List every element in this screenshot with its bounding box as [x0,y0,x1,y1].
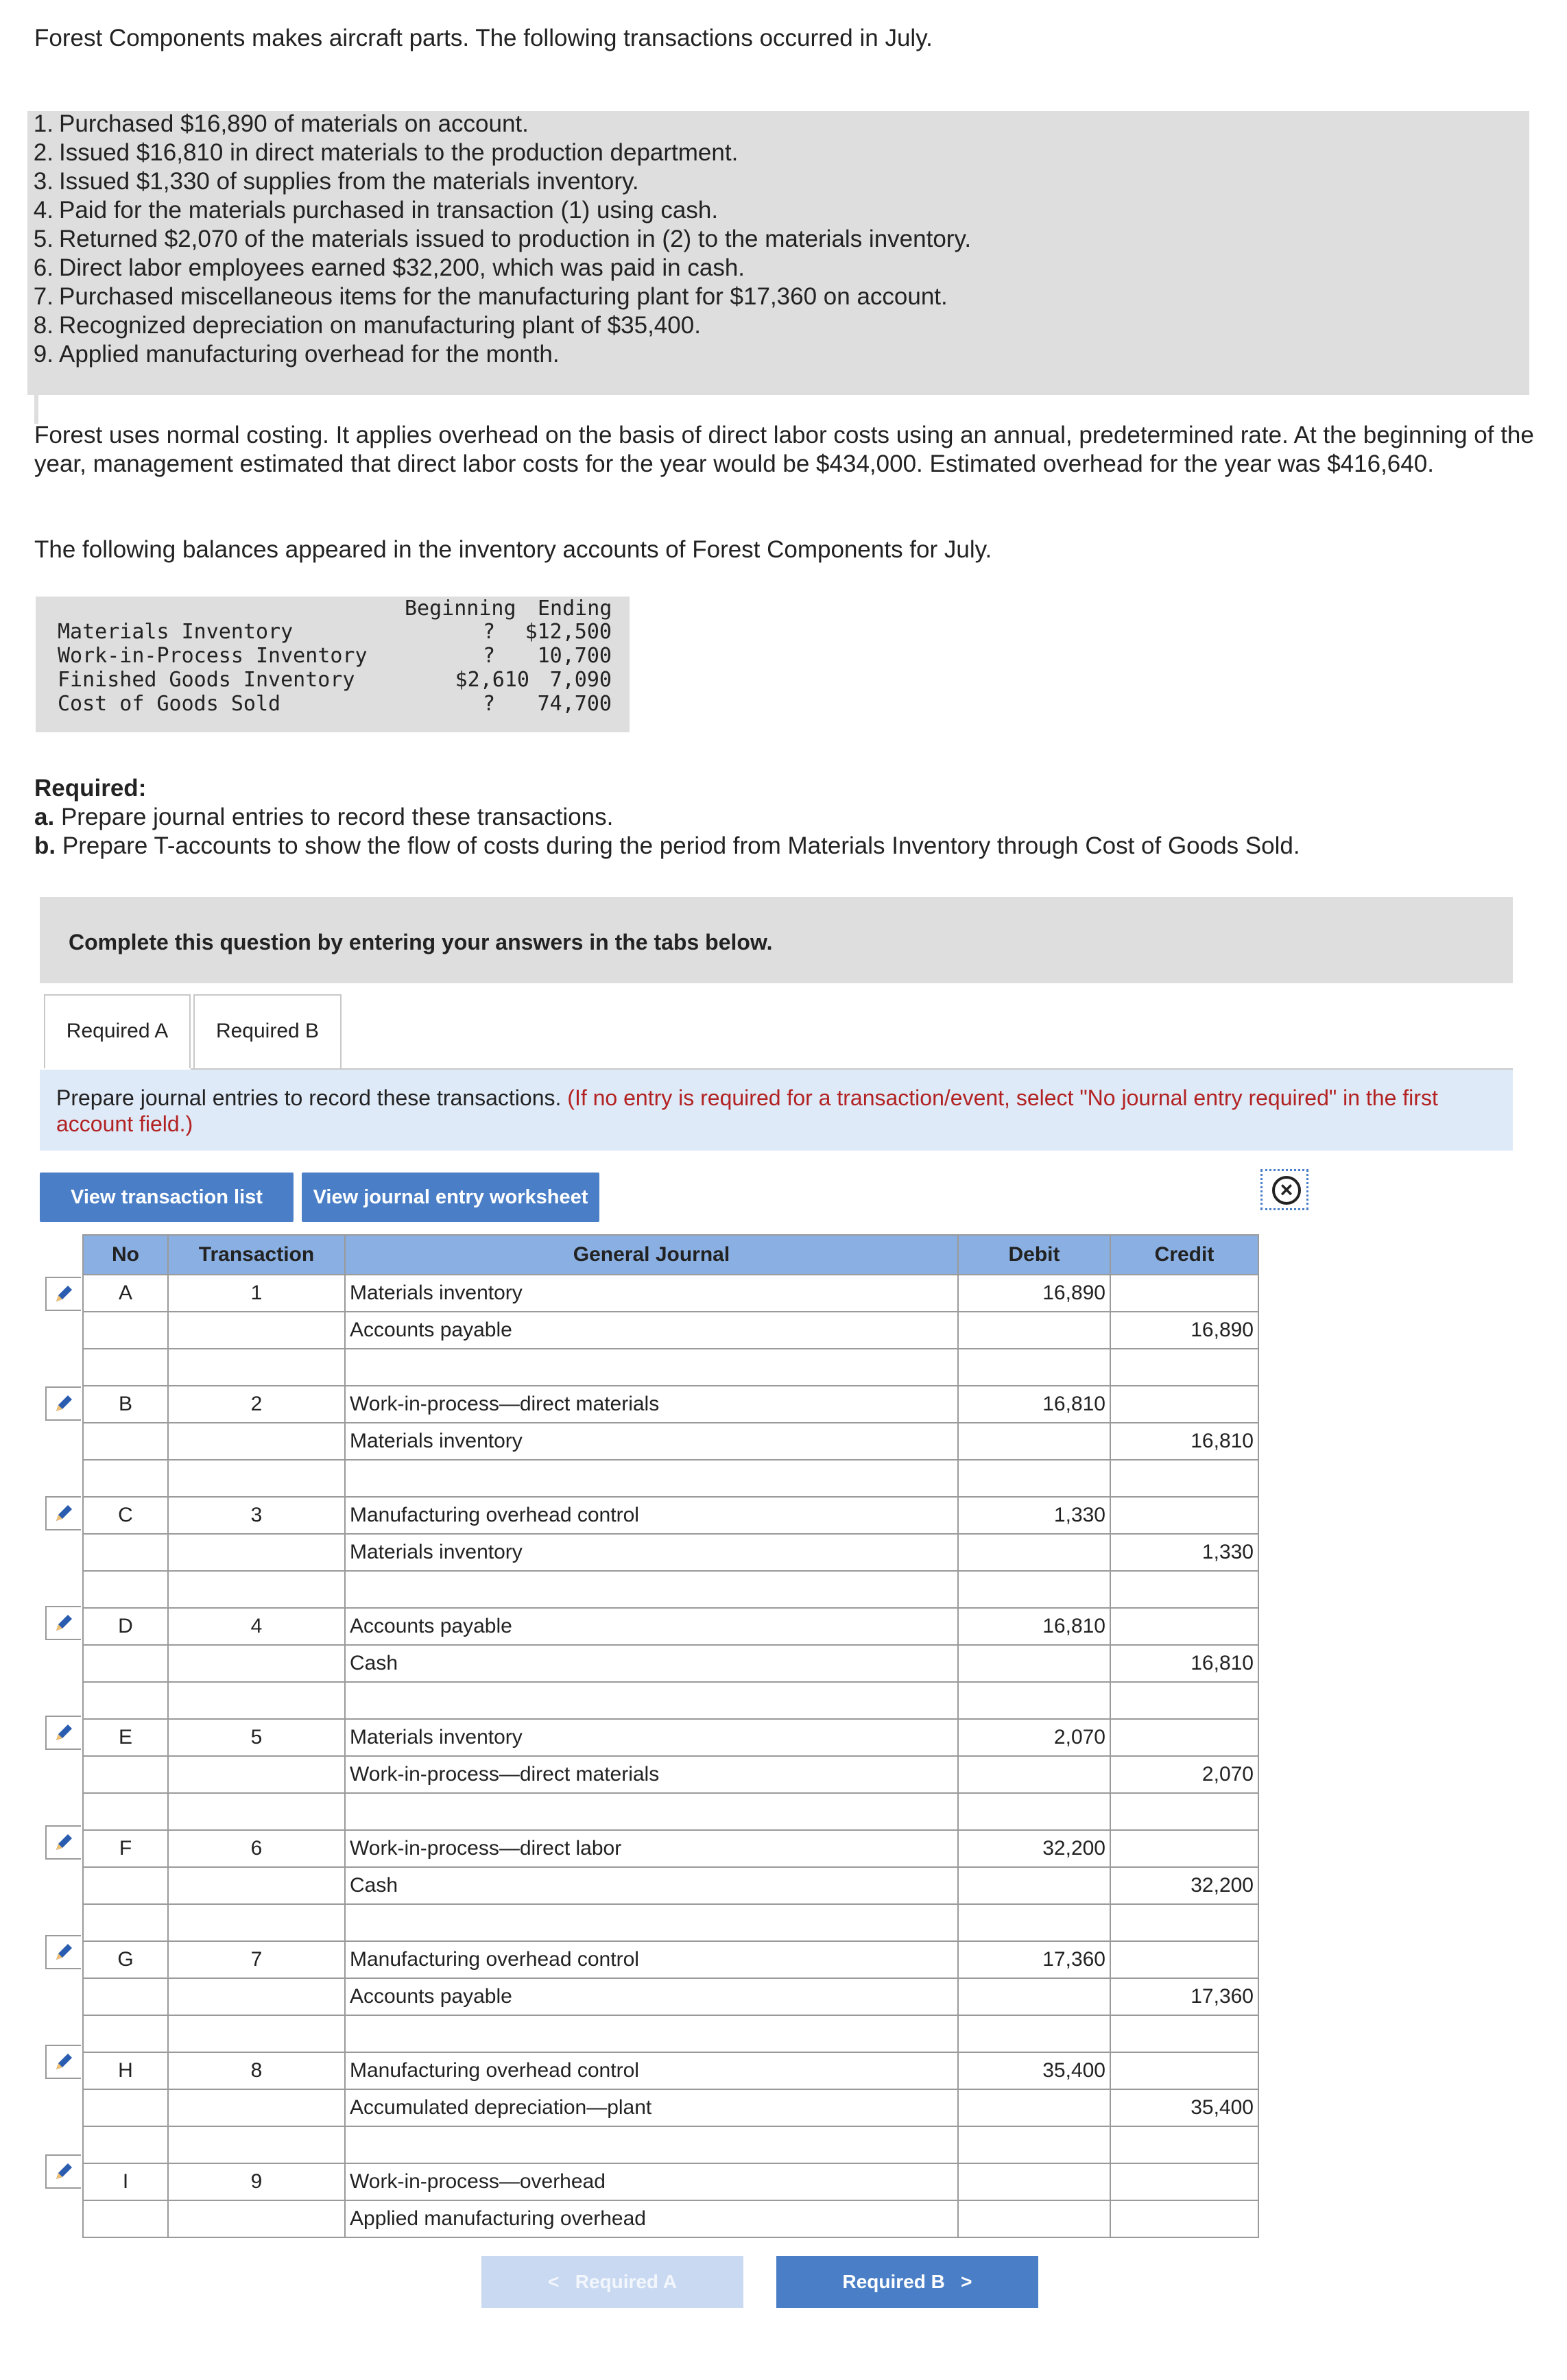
edit-entry-button[interactable] [45,2045,81,2079]
tab-required-a[interactable]: Required A [44,994,191,1068]
credit-amount[interactable]: 16,810 [1110,1645,1258,1682]
debit-account[interactable]: Work-in-process—overhead [345,2163,958,2200]
credit-account[interactable]: Work-in-process—direct materials [345,1756,958,1793]
edit-entry-button[interactable] [45,2154,81,2189]
pencil-icon [52,1940,75,1964]
transactions-list [27,110,971,369]
table-row: C 3 Manufacturing overhead control 1,330 [83,1497,1258,1534]
debit-amount[interactable]: 35,400 [958,2052,1110,2089]
transaction-item: 4. Paid for the materials purchased in transaction (1) using cash. [33,197,719,224]
credit-amount[interactable]: 32,200 [1110,1867,1258,1904]
prev-required-a-button[interactable]: < Required A [481,2256,743,2308]
transaction-item: 8. Recognized depreciation on manufacturing plant of $35,400. [33,312,701,339]
close-button[interactable] [1260,1169,1308,1210]
table-row [83,1534,1258,1571]
table-row [83,1571,1258,1608]
table-row: A 1 Materials inventory 16,890 [83,1275,1258,1312]
balance-beginning: ? [482,620,495,644]
header-credit: Credit [1110,1235,1258,1275]
balances-intro: The following balances appeared in the inventory accounts of Forest Components for July. [34,536,992,563]
edit-entry-button[interactable] [45,1716,81,1750]
balance-ending: 74,700 [537,692,612,716]
credit-amount[interactable]: 16,890 [1110,1312,1258,1349]
table-row [83,1904,1258,1941]
header-general-journal: General Journal [345,1235,958,1275]
next-required-b-button[interactable]: Required B > [776,2256,1038,2308]
table-row [83,2089,1258,2126]
pencil-icon [52,1502,75,1525]
edit-entry-button[interactable] [45,1606,81,1640]
debit-account[interactable]: Accounts payable [345,1608,958,1645]
table-row [83,1312,1258,1349]
tab-required-b[interactable]: Required B [193,994,342,1068]
debit-account[interactable]: Manufacturing overhead control [345,2052,958,2089]
debit-account[interactable]: Materials inventory [345,1719,958,1756]
edit-entry-button[interactable] [45,1825,81,1860]
pencil-icon [52,1611,75,1635]
debit-amount[interactable]: 16,810 [958,1608,1110,1645]
table-row: G 7 Manufacturing overhead control 17,360 [83,1941,1258,1978]
debit-amount[interactable]: 32,200 [958,1830,1110,1867]
debit-amount[interactable]: 17,360 [958,1941,1110,1978]
debit-account[interactable]: Work-in-process—direct materials [345,1386,958,1423]
edit-entry-button[interactable] [45,1935,81,1969]
journal-table [82,1234,1259,2238]
transaction-item: 1. Purchased $16,890 of materials on account. [33,110,529,137]
pencil-icon [52,1721,75,1744]
edit-entry-button[interactable] [45,1277,81,1311]
pencil-icon [52,2050,75,2074]
required-heading: Required: [34,775,147,802]
table-row: F 6 Work-in-process—direct labor 32,200 [83,1830,1258,1867]
credit-amount[interactable]: 2,070 [1110,1756,1258,1793]
table-row [83,1978,1258,2015]
balances-header-ending: Ending [538,597,612,621]
balance-beginning: ? [482,644,495,668]
credit-account[interactable]: Accounts payable [345,1312,958,1349]
complete-banner: Complete this question by entering your answers in the tabs below. [40,897,1513,983]
debit-amount[interactable]: 16,890 [958,1275,1110,1312]
chevron-right-icon: > [961,2271,972,2292]
credit-account[interactable]: Cash [345,1645,958,1682]
table-row: H 8 Manufacturing overhead control 35,400 [83,2052,1258,2089]
view-transaction-list-button[interactable]: View transaction list [40,1173,294,1222]
transaction-item: 7. Purchased miscellaneous items for the manufacturing plant for $17,360 on account. [33,283,948,310]
credit-account[interactable]: Materials inventory [345,1534,958,1571]
header-no: No [83,1235,168,1275]
credit-amount[interactable] [1110,2200,1258,2237]
required-b: b. Prepare T-accounts to show the flow of costs during the period from Materials Inventory through Cost of Goods Sold. [34,832,1300,859]
table-row: E 5 Materials inventory 2,070 [83,1719,1258,1756]
debit-amount[interactable] [958,2163,1110,2200]
balance-account: Work-in-Process Inventory [58,644,368,668]
credit-account[interactable]: Materials inventory [345,1423,958,1460]
table-row [83,1349,1258,1386]
table-row [83,1423,1258,1460]
balance-beginning: $2,610 [455,668,529,692]
pencil-icon [52,2160,75,2183]
pencil-icon [52,1392,75,1415]
close-icon: × [1272,1176,1301,1205]
credit-account[interactable]: Applied manufacturing overhead [345,2200,958,2237]
transaction-item: 3. Issued $1,330 of supplies from the materials inventory. [33,168,639,195]
view-journal-worksheet-button[interactable]: View journal entry worksheet [302,1173,599,1222]
table-row [83,2126,1258,2163]
transaction-item: 2. Issued $16,810 in direct materials to the production department. [33,139,739,166]
debit-account[interactable]: Materials inventory [345,1275,958,1312]
balance-ending: $12,500 [525,620,612,644]
balance-account: Finished Goods Inventory [58,668,355,692]
transaction-item: 9. Applied manufacturing overhead for the month. [33,341,560,368]
credit-amount[interactable]: 1,330 [1110,1534,1258,1571]
header-debit: Debit [958,1235,1110,1275]
table-row [83,1756,1258,1793]
credit-amount[interactable]: 17,360 [1110,1978,1258,2015]
balance-beginning: ? [482,692,495,716]
debit-account[interactable]: Manufacturing overhead control [345,1497,958,1534]
pencil-icon [52,1831,75,1854]
costing-paragraph: Forest uses normal costing. It applies overhead on the basis of direct labor costs using an annual, predetermined rate. At the beginning of the year, management estimated that direct labor costs for the year would be $434,000. Estimated overhead for the year was $416,640. [34,422,1534,477]
header-transaction: Transaction [168,1235,345,1275]
divider [34,395,38,424]
pencil-icon [52,1282,75,1306]
balances-table [36,597,630,736]
table-row [83,1645,1258,1682]
table-row: I 9 Work-in-process—overhead [83,2163,1258,2200]
credit-account[interactable]: Accumulated depreciation—plant [345,2089,958,2126]
balances-header-beginning: Beginning [405,597,516,621]
table-row [83,1460,1258,1497]
debit-amount[interactable]: 2,070 [958,1719,1110,1756]
edit-entry-button[interactable] [45,1386,81,1421]
balance-account: Cost of Goods Sold [58,692,281,716]
table-row [83,2015,1258,2052]
balance-ending: 7,090 [549,668,612,692]
balance-account: Materials Inventory [58,620,294,644]
edit-entry-button[interactable] [45,1496,81,1530]
table-row: B 2 Work-in-process—direct materials 16,810 [83,1386,1258,1423]
chevron-left-icon: < [547,2271,560,2292]
table-row [83,1793,1258,1830]
table-row [83,1867,1258,1904]
required-a: a. Prepare journal entries to record these transactions. [34,804,614,830]
transaction-item: 5. Returned $2,070 of the materials issued to production in (2) to the materials inventory. [33,226,972,252]
balance-ending: 10,700 [537,644,612,668]
table-row: D 4 Accounts payable 16,810 [83,1608,1258,1645]
credit-account[interactable]: Cash [345,1867,958,1904]
transaction-item: 6. Direct labor employees earned $32,200, which was paid in cash. [33,254,745,281]
debit-amount[interactable]: 1,330 [958,1497,1110,1534]
intro-text: Forest Components makes aircraft parts. The following transactions occurred in July. [34,25,933,51]
credit-amount[interactable]: 35,400 [1110,2089,1258,2126]
table-row [83,1682,1258,1719]
credit-amount[interactable]: 16,810 [1110,1423,1258,1460]
table-row [83,2200,1258,2237]
debit-account[interactable]: Work-in-process—direct labor [345,1830,958,1867]
instruction-box: Prepare journal entries to record these transactions. (If no entry is required for a transaction/event, select "No journal entry required" in the first account field.) [40,1070,1513,1151]
debit-amount[interactable]: 16,810 [958,1386,1110,1423]
credit-account[interactable]: Accounts payable [345,1978,958,2015]
debit-account[interactable]: Manufacturing overhead control [345,1941,958,1978]
